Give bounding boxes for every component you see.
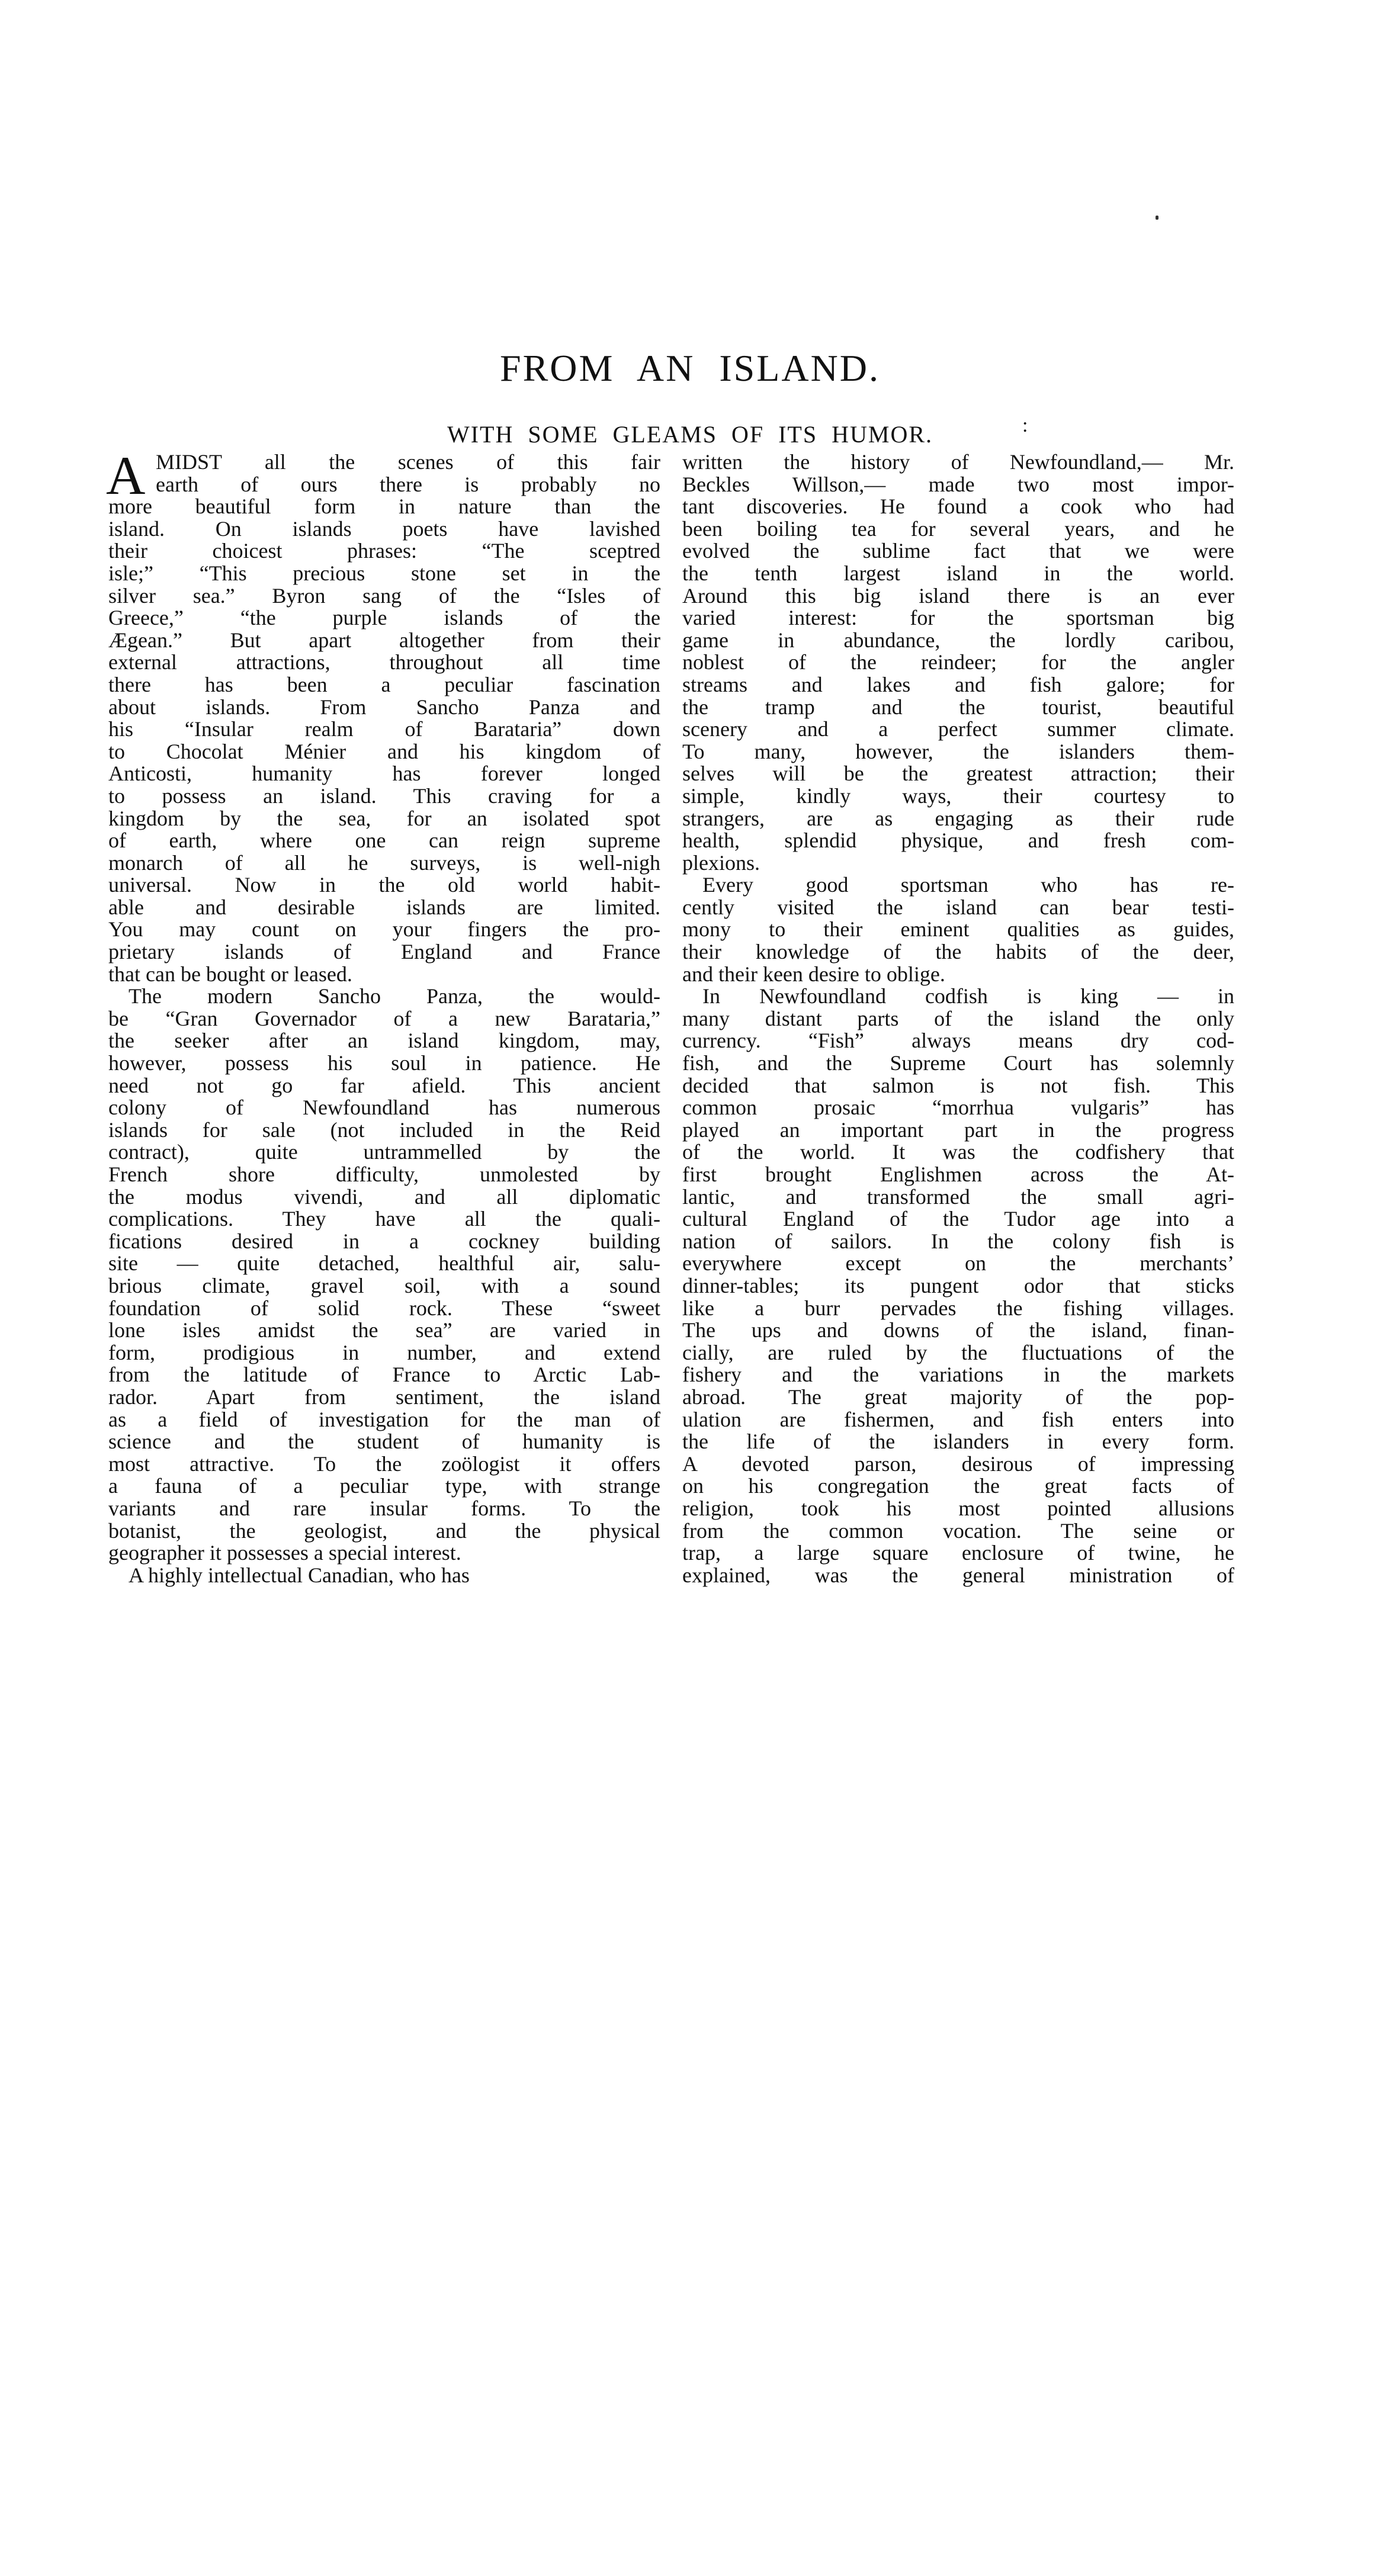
text-line: foundation of solid rock. These “sweet <box>108 1296 660 1320</box>
text-line: streams and lakes and fish galore; for <box>682 672 1234 696</box>
text-line: In Newfoundland codfish is king — in <box>702 984 1234 1008</box>
text-line: plexions. <box>682 850 760 875</box>
text-line: science and the student of humanity is <box>108 1430 660 1454</box>
text-line: variants and rare insular forms. To the <box>108 1496 660 1520</box>
text-line: their choicest phrases: “The sceptred <box>108 539 660 563</box>
print-speck <box>1156 216 1158 220</box>
text-line: the tramp and the tourist, beautiful <box>682 695 1234 719</box>
text-line: a fauna of a peculiar type, with strange <box>108 1474 660 1498</box>
text-line: played an important part in the progress <box>682 1117 1234 1142</box>
text-line: French shore difficulty, unmolested by <box>108 1162 660 1186</box>
text-line: universal. Now in the old world habit- <box>108 873 660 897</box>
text-line: varied interest: for the sportsman big <box>682 606 1234 630</box>
text-line: from the latitude of France to Arctic Lab- <box>108 1363 660 1387</box>
text-line: and their keen desire to oblige. <box>682 962 945 986</box>
text-line: brious climate, gravel soil, with a sound <box>108 1273 660 1297</box>
text-line: geographer it possesses a special interest. <box>108 1541 461 1565</box>
paragraph <box>106 445 660 986</box>
text-line: kingdom by the sea, for an isolated spot <box>108 806 660 830</box>
text-line: more beautiful form in nature than the <box>108 494 660 519</box>
text-line: cially, are ruled by the fluctuations of the <box>682 1340 1234 1364</box>
text-line: earth of ours there is probably no <box>156 472 660 496</box>
text-line: like a burr pervades the fishing villages. <box>682 1296 1234 1320</box>
text-line: A highly intellectual Canadian, who has <box>129 1563 470 1587</box>
text-line: been boiling tea for several years, and he <box>682 516 1234 541</box>
text-line: The modern Sancho Panza, the would- <box>129 984 660 1008</box>
text-line: written the history of Newfoundland,— Mr. <box>682 450 1234 474</box>
text-line: trap, a large square enclosure of twine, he <box>682 1541 1234 1565</box>
text-line: many distant parts of the island the only <box>682 1006 1234 1030</box>
text-line: explained, was the general ministration of <box>682 1563 1234 1587</box>
text-line: fish, and the Supreme Court has solemnly <box>682 1051 1234 1075</box>
text-line: scenery and a perfect summer climate. <box>682 717 1234 741</box>
text-line: from the common vocation. The seine or <box>682 1518 1234 1543</box>
text-line: first brought Englishmen across the At- <box>682 1162 1234 1186</box>
paragraph <box>108 1565 660 1587</box>
text-line: evolved the sublime fact that we were <box>682 539 1234 563</box>
text-line: lantic, and transformed the small agri- <box>682 1184 1234 1209</box>
text-line: noblest of the reindeer; for the angler <box>682 650 1234 674</box>
text-line: need not go far afield. This ancient <box>108 1073 660 1097</box>
text-line: botanist, the geologist, and the physical <box>108 1518 660 1543</box>
text-line: islands for sale (not included in the Reid <box>108 1117 660 1142</box>
text-line: lone isles amidst the sea” are varied in <box>108 1318 660 1342</box>
text-line: Around this big island there is an ever <box>682 583 1234 608</box>
text-line: dinner-tables; its pungent odor that sticks <box>682 1273 1234 1297</box>
text-line: to Chocolat Ménier and his kingdom of <box>108 739 660 763</box>
text-line: religion, took his most pointed allusions <box>682 1496 1234 1520</box>
text-line: complications. They have all the quali- <box>108 1207 660 1231</box>
text-line: contract), quite untrammelled by the <box>108 1140 660 1164</box>
text-line: game in abundance, the lordly caribou, <box>682 628 1234 652</box>
text-line: there has been a peculiar fascination <box>108 672 660 696</box>
text-line: MIDST all the scenes of this fair <box>156 450 660 474</box>
text-line: as a field of investigation for the man of <box>108 1407 660 1431</box>
text-line: colony of Newfoundland has numerous <box>108 1096 660 1120</box>
text-line: his “Insular realm of Barataria” down <box>108 717 660 741</box>
text-line: form, prodigious in number, and extend <box>108 1340 660 1364</box>
text-line: Every good sportsman who has re- <box>702 873 1234 897</box>
text-line: Ægean.” But apart altogether from their <box>108 628 660 652</box>
text-line: prietary islands of England and France <box>108 940 660 964</box>
text-line: common prosaic “morrhua vulgaris” has <box>682 1096 1234 1120</box>
text-line: tant discoveries. He found a cook who had <box>682 494 1234 519</box>
text-line: their knowledge of the habits of the deer, <box>682 940 1234 964</box>
text-line: monarch of all he surveys, is well-nigh <box>108 850 660 875</box>
text-line: fications desired in a cockney building <box>108 1229 660 1253</box>
text-line: fishery and the variations in the markets <box>682 1363 1234 1387</box>
text-line: the seeker after an island kingdom, may, <box>108 1029 660 1053</box>
text-line: the tenth largest island in the world. <box>682 561 1234 585</box>
text-line: Beckles Willson,— made two most impor- <box>682 472 1234 496</box>
text-line: strangers, are as engaging as their rude <box>682 806 1234 830</box>
text-line: Greece,” “the purple islands of the <box>108 606 660 630</box>
text-line: the modus vivendi, and all diplomatic <box>108 1184 660 1209</box>
text-line: however, possess his soul in patience. He <box>108 1051 660 1075</box>
text-line: The ups and downs of the island, finan- <box>682 1318 1234 1342</box>
text-line: A devoted parson, desirous of impressing <box>682 1451 1234 1476</box>
text-line: simple, kindly ways, their courtesy to <box>682 783 1234 808</box>
text-line: nation of sailors. In the colony fish is <box>682 1229 1234 1253</box>
text-column-left <box>106 445 660 1587</box>
text-line: Anticosti, humanity has forever longed <box>108 762 660 786</box>
paragraph <box>682 451 1234 874</box>
text-line: abroad. The great majority of the pop- <box>682 1385 1234 1409</box>
text-line: most attractive. To the zoölogist it offers <box>108 1451 660 1476</box>
text-line: site — quite detached, healthful air, salu- <box>108 1251 660 1276</box>
text-line: You may count on your fingers the pro- <box>108 917 660 942</box>
text-line: currency. “Fish” always means dry cod- <box>682 1029 1234 1053</box>
text-column-right <box>682 451 1234 1586</box>
text-line: of the world. It was the codfishery that <box>682 1140 1234 1164</box>
text-line: silver sea.” Byron sang of the “Isles of <box>108 583 660 608</box>
text-line: selves will be the greatest attraction; their <box>682 762 1234 786</box>
drop-cap: A <box>106 445 146 506</box>
text-line: external attractions, throughout all time <box>108 650 660 674</box>
text-line: isle;” “This precious stone set in the <box>108 561 660 585</box>
text-line: of earth, where one can reign supreme <box>108 828 660 853</box>
paragraph <box>682 985 1234 1586</box>
article-title: FROM AN ISLAND. <box>500 347 880 389</box>
text-line: to possess an island. This craving for a <box>108 783 660 808</box>
text-line: that can be bought or leased. <box>108 962 352 986</box>
text-line: health, splendid physique, and fresh com- <box>682 828 1234 853</box>
article-subtitle: WITH SOME GLEAMS OF ITS HUMOR. <box>447 421 933 448</box>
text-line: cently visited the island can bear testi- <box>682 895 1234 919</box>
text-line: rador. Apart from sentiment, the island <box>108 1385 660 1409</box>
text-line: island. On islands poets have lavished <box>108 516 660 541</box>
text-line: cultural England of the Tudor age into a <box>682 1207 1234 1231</box>
text-line: the life of the islanders in every form. <box>682 1430 1234 1454</box>
text-line: decided that salmon is not fish. This <box>682 1073 1234 1097</box>
paragraph <box>108 985 660 1564</box>
text-line: be “Gran Governador of a new Barataria,” <box>108 1006 660 1030</box>
text-line: everywhere except on the merchants’ <box>682 1251 1234 1276</box>
text-line: on his congregation the great facts of <box>682 1474 1234 1498</box>
subtitle-mark: : <box>1022 415 1028 436</box>
text-line: about islands. From Sancho Panza and <box>108 695 660 719</box>
paragraph <box>682 874 1234 985</box>
text-line: To many, however, the islanders them- <box>682 739 1234 763</box>
text-line: able and desirable islands are limited. <box>108 895 660 919</box>
text-line: mony to their eminent qualities as guides, <box>682 917 1234 942</box>
text-line: ulation are fishermen, and fish enters into <box>682 1407 1234 1431</box>
